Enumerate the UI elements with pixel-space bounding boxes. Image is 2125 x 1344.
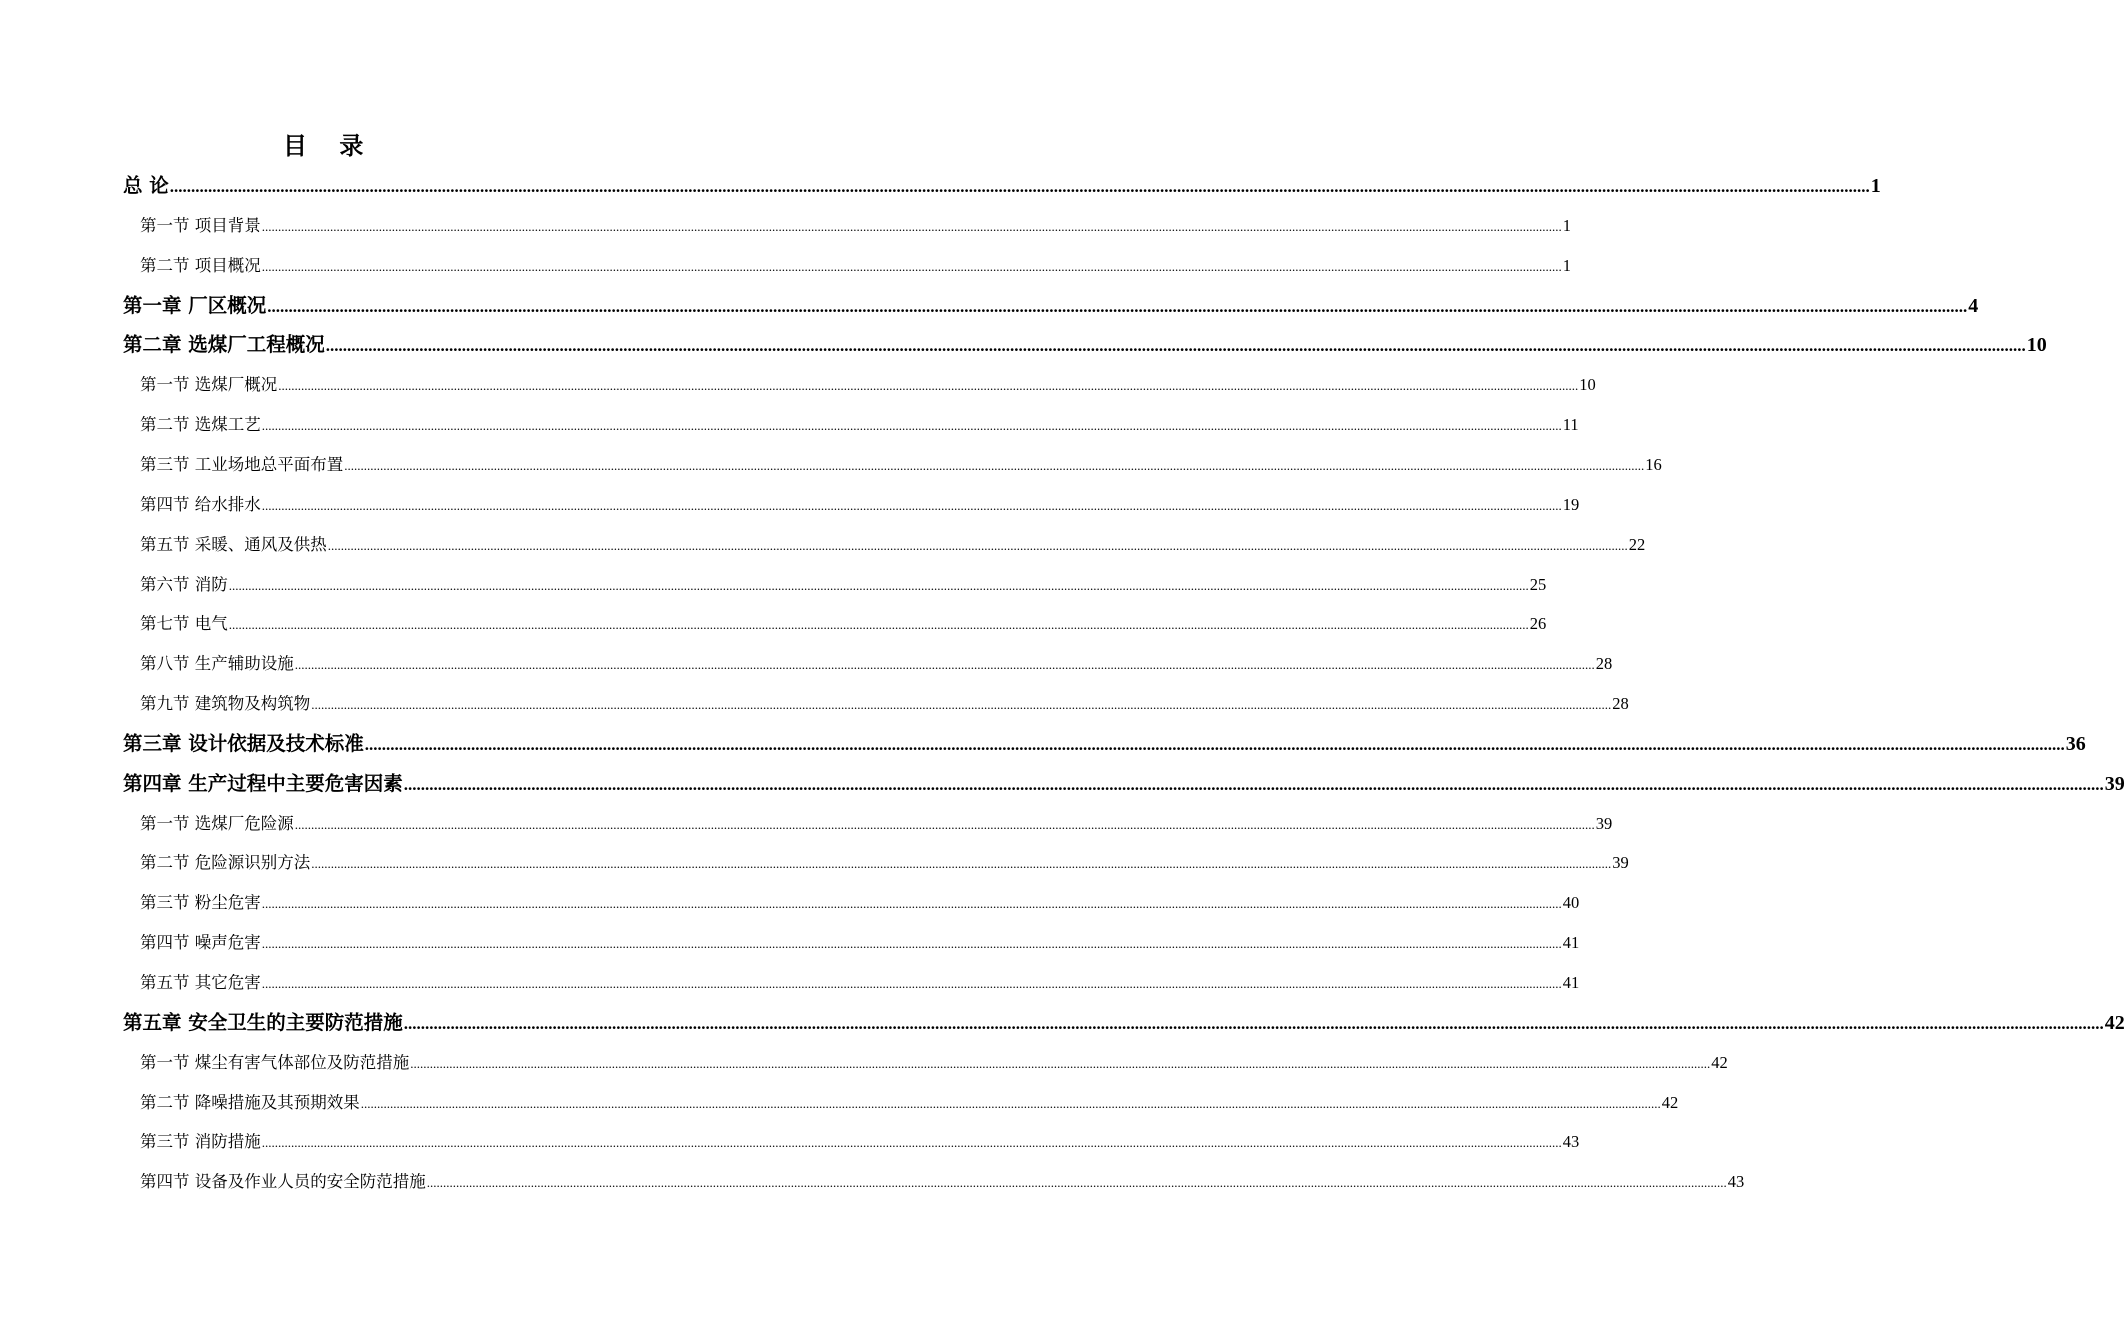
toc-dot-leader: ................................................................................................................................................................................................................................................................................................................................................................................................................: [403, 775, 2104, 794]
toc-page-number: 43: [1562, 1132, 1580, 1151]
toc-entry-label: 第一节 选煤厂概况: [140, 375, 278, 394]
toc-dot-leader: ................................................................................................................................................................................................................................................................................................................................................................................................................: [426, 1175, 1727, 1190]
toc-page-number: 42: [1711, 1053, 1728, 1072]
toc-entry-label: 第二节 降噪措施及其预期效果: [140, 1093, 360, 1112]
toc-section-entry: [140, 970, 1580, 996]
toc-dot-leader: ................................................................................................................................................................................................................................................................................................................................................................................................................: [278, 378, 1579, 393]
toc-section-entry: [140, 691, 1629, 717]
toc-dot-leader: ................................................................................................................................................................................................................................................................................................................................................................................................................: [261, 896, 1562, 911]
toc-entry-label: 第五节 采暖、通风及供热: [140, 535, 327, 554]
toc-section-entry: [140, 572, 1547, 598]
toc-dot-leader: ................................................................................................................................................................................................................................................................................................................................................................................................................: [403, 1014, 2104, 1033]
toc-entry-label: 第五节 其它危害: [140, 973, 261, 992]
toc-page-number: 10: [1579, 375, 1596, 394]
toc-entry-label: 第九节 建筑物及构筑物: [140, 694, 311, 713]
toc-section-entry: [140, 930, 1580, 956]
toc-chapter-entry: [123, 171, 1881, 201]
toc-chapter-entry: [123, 1008, 2125, 1038]
toc-page-number: 42: [1661, 1093, 1679, 1112]
toc-page-number: 41: [1562, 933, 1580, 952]
toc-section-entry: [140, 213, 1571, 239]
toc-entry-label: 总 论: [123, 174, 169, 197]
toc-entry-label: 第一节 煤尘有害气体部位及防范措施: [140, 1053, 410, 1072]
toc-section-entry: [140, 1169, 1745, 1195]
toc-dot-leader: ................................................................................................................................................................................................................................................................................................................................................................................................................: [311, 697, 1612, 712]
toc-entry-label: 第一节 项目背景: [140, 216, 261, 235]
toc-chapter-entry: [123, 769, 2125, 799]
toc-entry-label: 第二节 选煤工艺: [140, 415, 261, 434]
toc-dot-leader: ................................................................................................................................................................................................................................................................................................................................................................................................................: [267, 297, 1968, 316]
toc-page-number: 39: [1612, 853, 1629, 872]
toc-page-number: 4: [1968, 295, 1979, 317]
toc-entry-label: 第五章 安全卫生的主要防范措施: [123, 1011, 403, 1034]
toc-entry-label: 第一节 选煤厂危险源: [140, 814, 294, 833]
toc-page-number: 25: [1529, 575, 1547, 594]
toc-entry-label: 第三节 工业场地总平面布置: [140, 455, 344, 474]
toc-page-number: 41: [1562, 973, 1580, 992]
toc-dot-leader: ................................................................................................................................................................................................................................................................................................................................................................................................................: [261, 259, 1562, 274]
toc-dot-leader: ................................................................................................................................................................................................................................................................................................................................................................................................................: [261, 219, 1562, 234]
toc-page-number: 28: [1612, 694, 1629, 713]
toc-section-entry: [140, 492, 1580, 518]
toc-section-entry: [140, 611, 1547, 637]
toc-entry-label: 第四节 噪声危害: [140, 933, 261, 952]
toc-entry-label: 第一章 厂区概况: [123, 294, 267, 317]
toc-dot-leader: ................................................................................................................................................................................................................................................................................................................................................................................................................: [261, 976, 1562, 991]
toc-entry-label: 第三节 粉尘危害: [140, 893, 261, 912]
toc-page-number: 39: [2104, 773, 2125, 795]
toc-section-entry: [140, 1129, 1580, 1155]
toc-dot-leader: ................................................................................................................................................................................................................................................................................................................................................................................................................: [228, 617, 1529, 632]
toc-page-number: 1: [1562, 256, 1571, 275]
toc-dot-leader: ................................................................................................................................................................................................................................................................................................................................................................................................................: [325, 336, 2026, 355]
toc-page-number: 1: [1562, 216, 1571, 235]
toc-dot-leader: ................................................................................................................................................................................................................................................................................................................................................................................................................: [344, 458, 1645, 473]
toc-entry-label: 第三章 设计依据及技术标准: [123, 732, 364, 755]
toc-dot-leader: ................................................................................................................................................................................................................................................................................................................................................................................................................: [261, 1135, 1562, 1150]
toc-page-number: 36: [2065, 733, 2086, 755]
toc-entry-label: 第四章 生产过程中主要危害因素: [123, 772, 403, 795]
toc-dot-leader: ................................................................................................................................................................................................................................................................................................................................................................................................................: [364, 735, 2065, 754]
toc-page-number: 10: [2026, 334, 2047, 356]
toc-page-number: 42: [2104, 1012, 2125, 1034]
toc-dot-leader: ................................................................................................................................................................................................................................................................................................................................................................................................................: [410, 1056, 1711, 1071]
toc-page-number: 11: [1562, 415, 1579, 434]
toc-dot-leader: ................................................................................................................................................................................................................................................................................................................................................................................................................: [294, 817, 1595, 832]
toc-entry-label: 第四节 给水排水: [140, 495, 261, 514]
toc-entry-label: 第七节 电气: [140, 614, 228, 633]
toc-page-number: 26: [1529, 614, 1547, 633]
toc-section-entry: [140, 253, 1571, 279]
toc-section-entry: [140, 452, 1662, 478]
toc-section-entry: [140, 412, 1579, 438]
toc-section-entry: [140, 532, 1646, 558]
toc-entry-label: 第二节 项目概况: [140, 256, 261, 275]
toc-chapter-entry: [123, 330, 2047, 360]
toc-page-number: 28: [1595, 654, 1613, 673]
toc-entry-label: 第六节 消防: [140, 575, 228, 594]
toc-page-number: 43: [1727, 1172, 1745, 1191]
toc-dot-leader: ................................................................................................................................................................................................................................................................................................................................................................................................................: [261, 936, 1562, 951]
toc-dot-leader: ................................................................................................................................................................................................................................................................................................................................................................................................................: [327, 538, 1628, 553]
toc-title: 目 录: [283, 132, 376, 160]
toc-section-entry: [140, 1050, 1728, 1076]
toc-page-number: 39: [1595, 814, 1613, 833]
toc-section-entry: [140, 1090, 1679, 1116]
toc-entry-label: 第三节 消防措施: [140, 1132, 261, 1151]
toc-section-entry: [140, 850, 1629, 876]
toc-entry-label: 第二章 选煤厂工程概况: [123, 333, 325, 356]
toc-dot-leader: ................................................................................................................................................................................................................................................................................................................................................................................................................: [261, 418, 1562, 433]
toc-dot-leader: ................................................................................................................................................................................................................................................................................................................................................................................................................: [311, 856, 1612, 871]
toc-section-entry: [140, 811, 1613, 837]
toc-dot-leader: ................................................................................................................................................................................................................................................................................................................................................................................................................: [228, 578, 1529, 593]
toc-page-number: 16: [1645, 455, 1662, 474]
toc-chapter-entry: [123, 729, 2086, 759]
toc-chapter-entry: [123, 291, 1979, 321]
toc-page-number: 22: [1628, 535, 1646, 554]
toc-section-entry: [140, 890, 1580, 916]
toc-dot-leader: ................................................................................................................................................................................................................................................................................................................................................................................................................: [360, 1096, 1661, 1111]
toc-entry-label: 第八节 生产辅助设施: [140, 654, 294, 673]
toc-section-entry: [140, 651, 1613, 677]
toc-page-number: 19: [1562, 495, 1580, 514]
toc-dot-leader: ................................................................................................................................................................................................................................................................................................................................................................................................................: [261, 498, 1562, 513]
toc-dot-leader: ................................................................................................................................................................................................................................................................................................................................................................................................................: [294, 657, 1595, 672]
toc-section-entry: [140, 372, 1596, 398]
toc-page-number: 40: [1562, 893, 1580, 912]
toc-entry-label: 第四节 设备及作业人员的安全防范措施: [140, 1172, 426, 1191]
toc-page-number: 1: [1870, 175, 1881, 197]
toc-entry-label: 第二节 危险源识别方法: [140, 853, 311, 872]
toc-dot-leader: ................................................................................................................................................................................................................................................................................................................................................................................................................: [169, 177, 1870, 196]
